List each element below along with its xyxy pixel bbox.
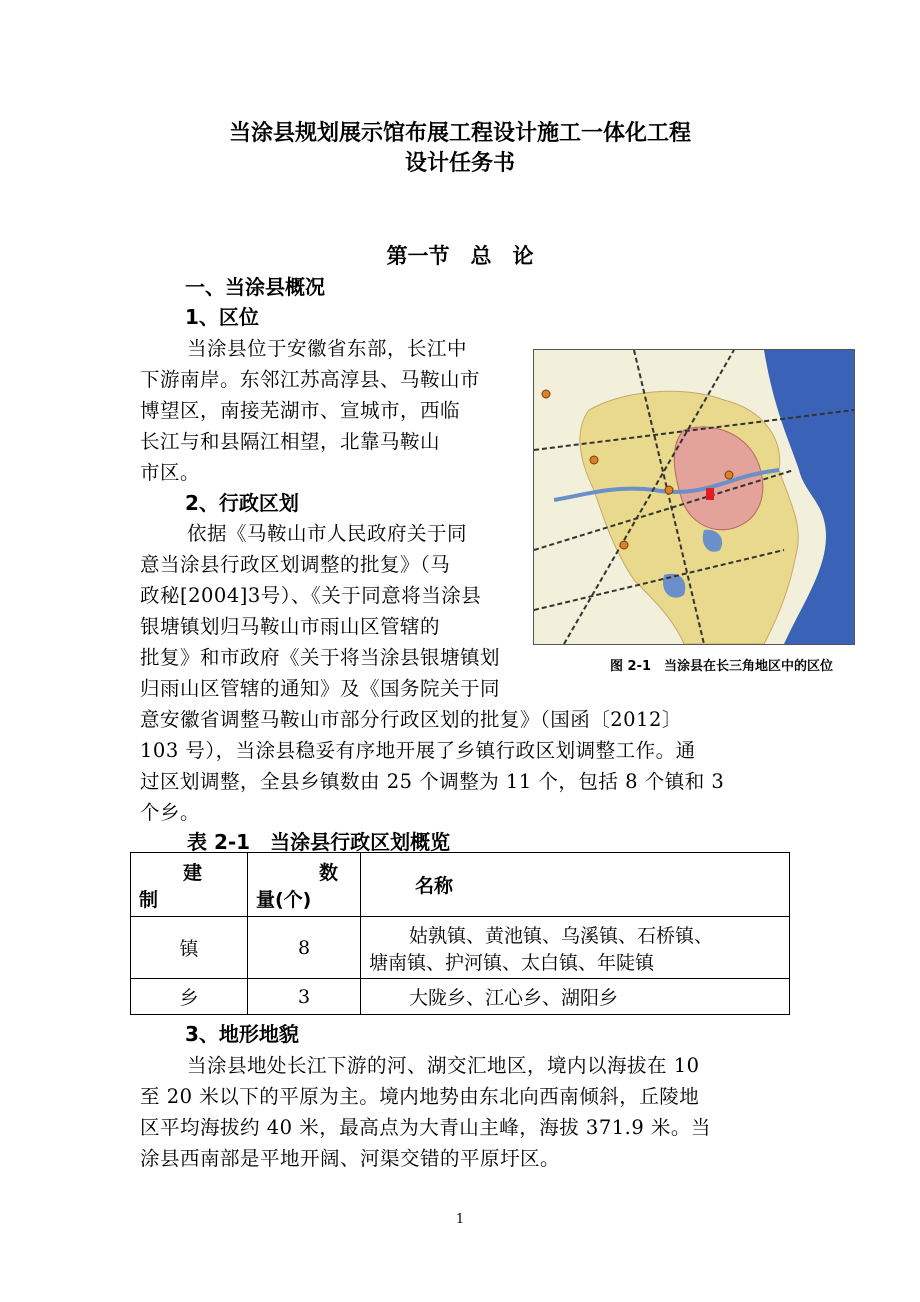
heading-admin: 2、行政区划: [185, 491, 299, 515]
map-caption: 图 2-1 当涂县在长三角地区中的区位: [610, 659, 834, 674]
cell-names: 大陇乡、江心乡、湖阳乡: [361, 979, 790, 1015]
header-name: 名称: [361, 853, 790, 917]
location-map: [533, 349, 855, 645]
cell-type: 镇: [131, 917, 248, 979]
city-marker: [725, 471, 733, 479]
admin-division-table: [130, 852, 790, 1015]
admin-line: 过区划调整，全县乡镇数由 25 个调整为 11 个，包括 8 个镇和 3: [140, 770, 725, 793]
admin-line: 批复》和市政府《关于将当涂县银塘镇划: [140, 646, 501, 669]
location-line: 市区。: [140, 461, 201, 484]
location-line: 长江与和县隔江相望，北靠马鞍山: [140, 430, 441, 453]
city-marker: [590, 456, 598, 464]
header-count: 数 量(个): [248, 853, 361, 917]
city-marker: [620, 541, 628, 549]
cell-names: 姑孰镇、黄池镇、乌溪镇、石桥镇、 塘南镇、护河镇、太白镇、年陡镇: [361, 917, 790, 979]
admin-line: 个乡。: [140, 801, 201, 824]
admin-line: 银塘镇划归马鞍山市雨山区管辖的: [140, 615, 441, 638]
heading-overview: 一、当涂县概况: [185, 275, 325, 299]
table-row: [131, 979, 790, 1015]
heading-location: 1、区位: [185, 305, 259, 329]
doc-title-line1: 当涂县规划展示馆布展工程设计施工一体化工程: [228, 121, 691, 146]
location-line: 下游南岸。东邻江苏高淳县、马鞍山市: [140, 368, 481, 391]
admin-line: 意安徽省调整马鞍山市部分行政区划的批复》（国函〔2012〕: [140, 708, 682, 731]
map-graphic: [534, 350, 854, 644]
table-row: [131, 917, 790, 979]
admin-line: 依据《马鞍山市人民政府关于同: [187, 522, 468, 545]
terrain-line: 至 20 米以下的平原为主。境内地势由东北向西南倾斜，丘陵地: [140, 1085, 700, 1108]
section-heading: 第一节 总 论: [386, 244, 534, 268]
city-marker: [665, 486, 673, 494]
page-number: 1: [455, 1212, 465, 1227]
terrain-line: 涂县西南部是平地开阔、河渠交错的平原圩区。: [140, 1147, 561, 1170]
cell-count: 3: [248, 979, 361, 1015]
cell-count: 8: [248, 917, 361, 979]
city-marker: [542, 390, 550, 398]
admin-line: 103 号），当涂县稳妥有序地开展了乡镇行政区划调整工作。通: [140, 739, 696, 762]
table-caption: 表 2-1 当涂县行政区划概览: [187, 830, 451, 854]
admin-line: 意当涂县行政区划调整的批复》（马: [140, 553, 451, 576]
admin-line: 归雨山区管辖的通知》及《国务院关于同: [140, 677, 501, 700]
location-line: 当涂县位于安徽省东部，长江中: [187, 337, 468, 360]
terrain-line: 区平均海拔约 40 米，最高点为大青山主峰，海拔 371.9 米。当: [140, 1116, 711, 1139]
header-type: 建 制: [131, 853, 248, 917]
heading-terrain: 3、地形地貌: [185, 1022, 299, 1046]
location-line: 博望区，南接芜湖市、宣城市，西临: [140, 399, 461, 422]
doc-title-line2: 设计任务书: [404, 151, 515, 176]
terrain-line: 当涂县地处长江下游的河、湖交汇地区，境内以海拔在 10: [187, 1054, 700, 1077]
admin-line: 政秘[2004]3号）、《关于同意将当涂县: [140, 584, 482, 607]
cell-type: 乡: [131, 979, 248, 1015]
dangtu-marker: [706, 488, 714, 500]
table-header-row: [131, 853, 790, 917]
